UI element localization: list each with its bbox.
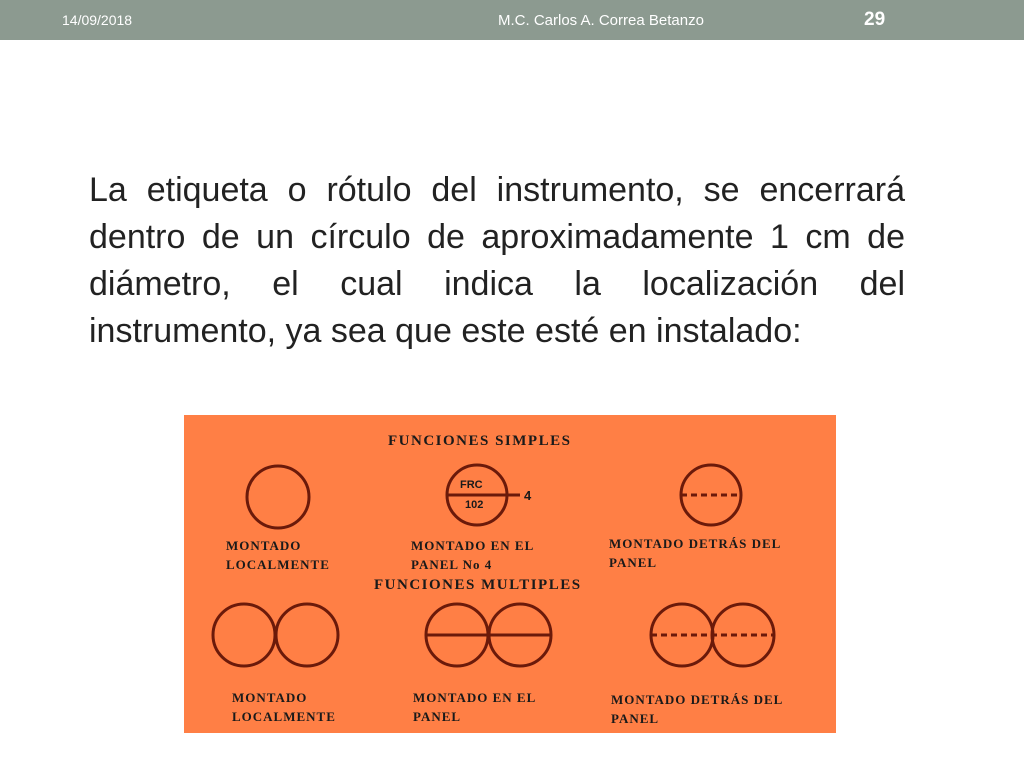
multi-local-label-1: MONTADO (232, 690, 308, 705)
simple-behind-label-1: MONTADO DETRÁS DEL (609, 536, 782, 551)
slide-date: 14/09/2018 (62, 12, 133, 28)
instrument-symbols-figure (184, 415, 836, 733)
slide-author: M.C. Carlos A. Correa Betanzo (498, 12, 704, 29)
slide-page-number: 29 (864, 9, 886, 30)
multi-local-label-2: LOCALMENTE (232, 709, 336, 724)
simple-local-circle (247, 466, 309, 528)
slide-header-bar (0, 0, 1024, 40)
multi-panel-label-1: MONTADO EN EL (413, 690, 537, 705)
instrument-tag-side-number: 4 (524, 488, 532, 503)
multiple-functions-heading: FUNCIONES MULTIPLES (374, 577, 582, 593)
simple-local-label-2: LOCALMENTE (226, 557, 330, 572)
slide-body-paragraph: La etiqueta o rótulo del instrumento, se encerrará dentro de un círculo de aproximadamente 1 cm de diámetro, el cual indica la localización del instrumento, ya sea que este esté en instalado: (89, 171, 905, 350)
multi-local-circle-right (276, 604, 338, 666)
instrument-tag-number: 102 (465, 499, 484, 511)
multi-behind-label-1: MONTADO DETRÁS DEL (611, 692, 784, 707)
simple-local-label-1: MONTADO (226, 538, 302, 553)
instrument-tag-letters: FRC (460, 479, 483, 491)
simple-panel-label-1: MONTADO EN EL (411, 538, 535, 553)
symbols-drawing (184, 415, 836, 733)
multi-local-circle-left (213, 604, 275, 666)
simple-panel-label-2: PANEL No 4 (411, 557, 493, 572)
multi-panel-label-2: PANEL (413, 709, 462, 724)
simple-functions-heading: FUNCIONES SIMPLES (388, 433, 572, 449)
multi-behind-label-2: PANEL (611, 711, 660, 726)
simple-behind-label-2: PANEL (609, 555, 658, 570)
